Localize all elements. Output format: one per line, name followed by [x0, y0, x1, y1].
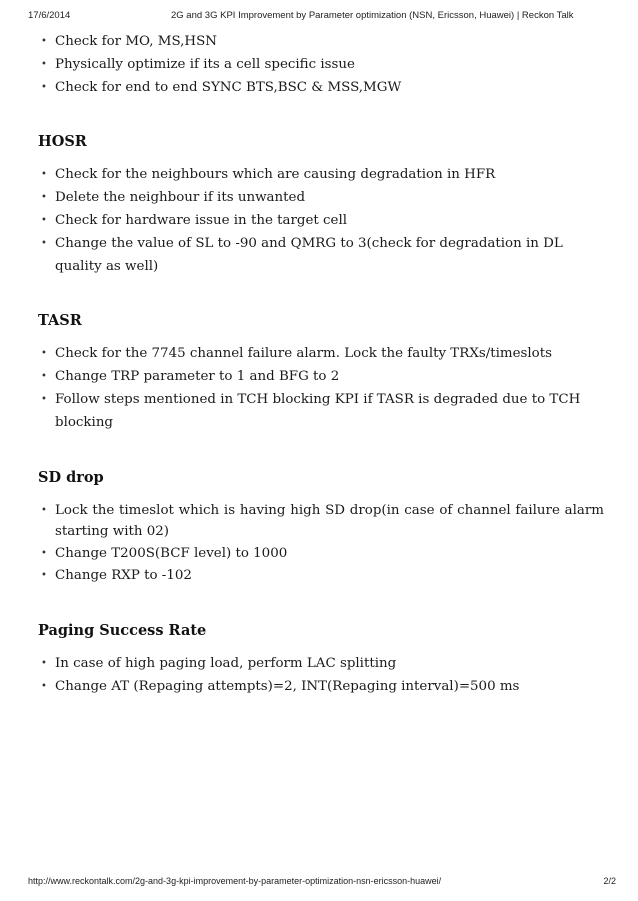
list-item: • Change AT (Repaging attempts)=2, INT(Repaging interval)=500 ms [38, 676, 604, 699]
header-date: 17/6/2014 [28, 10, 71, 21]
tasr-list [38, 343, 604, 434]
list-item: • Lock the timeslot which is having high SD drop(in case of channel failure alarm starting with 02) [38, 500, 604, 543]
paging-list [38, 653, 604, 699]
section-heading-paging: Paging Success Rate [38, 622, 207, 640]
list-item: • Follow steps mentioned in TCH blocking KPI if TASR is degraded due to TCH blocking [38, 389, 604, 435]
list-item: • Delete the neighbour if its unwanted [38, 187, 604, 210]
section-heading-hosr: HOSR [38, 133, 87, 151]
list-item: • Change TRP parameter to 1 and BFG to 2 [38, 366, 604, 389]
article-content [38, 31, 604, 699]
list-item: • Check for the neighbours which are causing degradation in HFR [38, 164, 604, 187]
sd-drop-list [38, 500, 604, 589]
section-heading-tasr: TASR [38, 312, 82, 330]
page-number: 2/2 [603, 876, 616, 886]
list-item: • Physically optimize if its a cell specific issue [38, 54, 604, 77]
list-item: • Change RXP to -102 [38, 565, 604, 588]
list-item: • In case of high paging load, perform LAC splitting [38, 653, 604, 676]
footer-url[interactable]: http://www.reckontalk.com/2g-and-3g-kpi-improvement-by-parameter-optimization-nsn-ericsson-huawei/ [28, 876, 442, 886]
list-item: • Check for end to end SYNC BTS,BSC & MSS,MGW [38, 77, 604, 100]
section-heading-sd-drop: SD drop [38, 468, 104, 486]
hosr-list [38, 164, 604, 278]
list-item: • Check for the 7745 channel failure alarm. Lock the faulty TRXs/timeslots [38, 343, 604, 366]
list-item: • Change the value of SL to -90 and QMRG to 3(check for degradation in DL quality as well) [38, 233, 604, 279]
intro-list [38, 31, 604, 99]
list-item: • Check for hardware issue in the target cell [38, 210, 604, 233]
list-item: • Check for MO, MS,HSN [38, 31, 604, 54]
list-item: • Change T200S(BCF level) to 1000 [38, 543, 604, 566]
header-title: 2G and 3G KPI Improvement by Parameter optimization (NSN, Ericsson, Huawei) | Reckon Talk [171, 10, 574, 21]
